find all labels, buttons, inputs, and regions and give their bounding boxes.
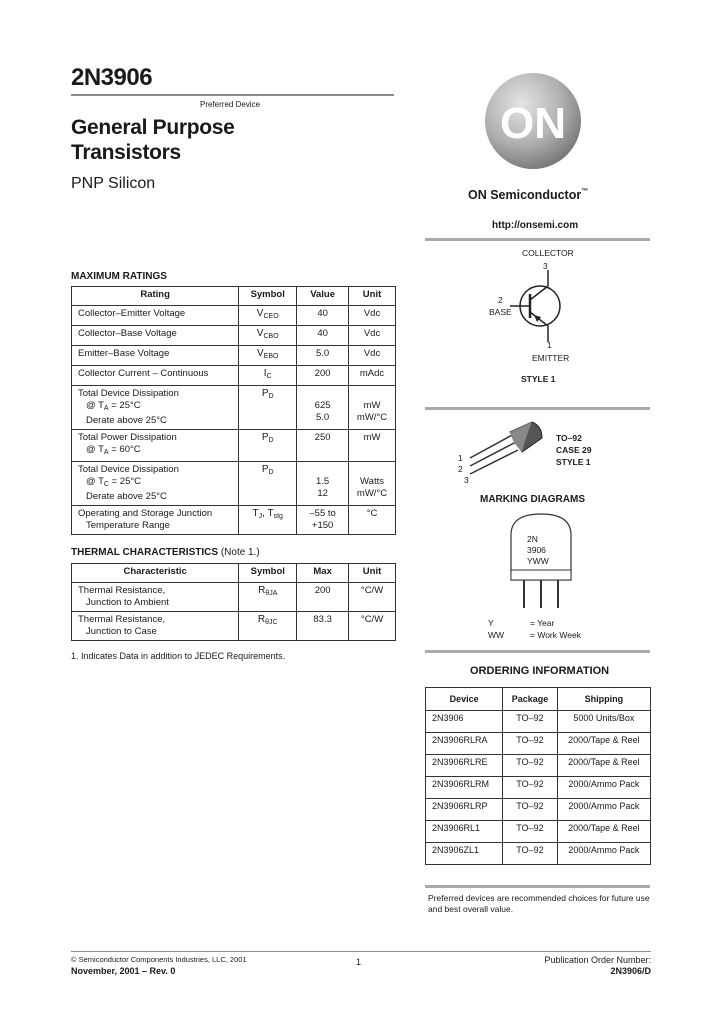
publication-label: Publication Order Number: — [544, 955, 651, 965]
max-ratings-title: MAXIMUM RATINGS — [71, 271, 167, 282]
table-row: 2N3906RLRA TO–92 2000/Tape & Reel — [426, 733, 651, 755]
emitter-pin: 1 — [547, 340, 552, 350]
right-divider-4 — [425, 885, 650, 888]
table-row: Total Device Dissipation @ $T_C = 25^\circ C$ Derate above 25°C $P_D$ 1.5 12 Watts mW/°C — [72, 462, 396, 506]
to92-package-drawing — [462, 420, 544, 478]
table-row: Operating and Storage Junction Temperature Range $T_J$, $T_{stg}$ –55 to +150 °C — [72, 506, 396, 535]
table-row: Emitter–Base Voltage $V_{EBO}$ 5.0 Vdc — [72, 346, 396, 366]
table-row: Total Power Dissipation @ $T_A = 60^\circ C$ $P_D$ 250 mW — [72, 430, 396, 462]
transistor-symbol — [510, 270, 570, 342]
title-line-1: General Purpose — [71, 116, 235, 139]
copyright: © Semiconductor Components Industries, LLC, 2001 — [71, 955, 247, 964]
thermal-header-row: Characteristic Symbol Max Unit — [72, 564, 396, 583]
package-pin-1: 1 — [458, 453, 463, 463]
marking-code: 2N 3906 YWW — [527, 534, 549, 566]
ordering-table — [425, 687, 651, 865]
schematic-style: STYLE 1 — [521, 374, 556, 384]
table-row: Collector–Base Voltage $V_{CBO}$ 40 Vdc — [72, 326, 396, 346]
table-row: Thermal Resistance, Junction to Case $R_{\theta JC}$ 83.3 °C/W — [72, 612, 396, 641]
ordering-title: ORDERING INFORMATION — [470, 665, 610, 677]
company-name: ON Semiconductor™ — [468, 188, 589, 202]
on-logo — [484, 72, 582, 170]
title-line-2: Transistors — [71, 141, 181, 164]
header-divider — [71, 94, 394, 96]
preferred-device-label: Preferred Device — [200, 100, 261, 109]
thermal-title: THERMAL CHARACTERISTICS (Note 1.) — [71, 547, 260, 558]
package-info: TO–92 CASE 29 STYLE 1 — [556, 433, 592, 467]
table-row: 2N3906RLRP TO–92 2000/Ammo Pack — [426, 799, 651, 821]
package-pin-3: 3 — [464, 475, 469, 485]
right-divider-3 — [425, 650, 650, 653]
emitter-label: EMITTER — [532, 353, 570, 363]
right-divider-1 — [425, 238, 650, 241]
page-subtitle: PNP Silicon — [71, 175, 156, 192]
table-row: Thermal Resistance, Junction to Ambient $R_{\theta JA}$ 200 °C/W — [72, 583, 396, 612]
marking-title: MARKING DIAGRAMS — [480, 494, 585, 505]
table-row: 2N3906RLRE TO–92 2000/Tape & Reel — [426, 755, 651, 777]
table-row: Collector–Emitter Voltage $V_{CEO}$ 40 Vdc — [72, 306, 396, 326]
right-divider-2 — [425, 407, 650, 410]
footer-divider — [71, 951, 651, 952]
max-ratings-header-row: Rating Symbol Value Unit — [72, 287, 396, 306]
collector-label: COLLECTOR — [522, 248, 574, 258]
base-pin: 2 — [498, 295, 503, 305]
preferred-devices-note: Preferred devices are recommended choices for future use and best overall value. — [428, 893, 650, 914]
revision-date: November, 2001 – Rev. 0 — [71, 966, 176, 976]
marking-legend: Y = Year WW = Work Week — [488, 618, 581, 640]
table-row: 2N3906 TO–92 5000 Units/Box — [426, 711, 651, 733]
base-label: BASE — [489, 307, 512, 317]
table-row: 2N3906ZL1 TO–92 2000/Ammo Pack — [426, 843, 651, 865]
thermal-table — [71, 563, 396, 641]
table-row: Total Device Dissipation @ $T_A = 25^\circ C$ Derate above 25°C $P_D$ 625 5.0 mW mW/°C — [72, 386, 396, 430]
table-row: Collector Current – Continuous $I_C$ 200 mAdc — [72, 366, 396, 386]
max-ratings-table — [71, 286, 396, 535]
ordering-header-row: Device Package Shipping — [426, 688, 651, 711]
page-number: 1 — [356, 957, 362, 967]
logo-text: ON — [500, 99, 566, 148]
website-link[interactable]: http://onsemi.com — [492, 220, 579, 231]
part-number: 2N3906 — [71, 64, 153, 91]
table-row: 2N3906RL1 TO–92 2000/Tape & Reel — [426, 821, 651, 843]
collector-pin: 3 — [543, 261, 548, 271]
jedec-footnote: 1. Indicates Data in addition to JEDEC Requirements. — [71, 651, 286, 661]
table-row: 2N3906RLRM TO–92 2000/Ammo Pack — [426, 777, 651, 799]
package-pin-2: 2 — [458, 464, 463, 474]
publication-number: 2N3906/D — [610, 966, 651, 976]
page-title — [71, 115, 371, 165]
